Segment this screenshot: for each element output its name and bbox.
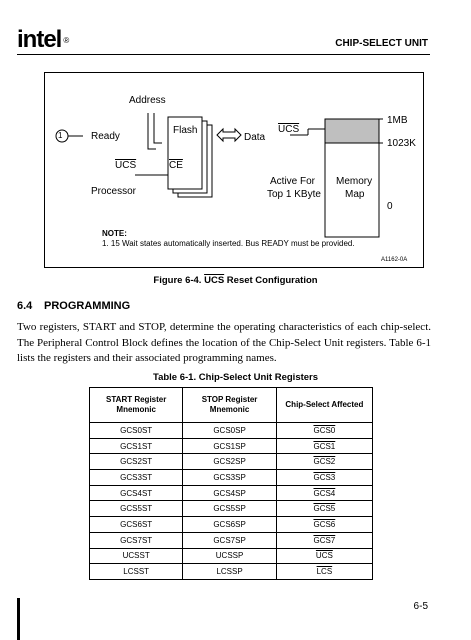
start-register-cell: GCS2ST	[90, 454, 183, 470]
start-register-cell: GCS7ST	[90, 532, 183, 548]
table-row	[90, 485, 373, 501]
figure-caption	[0, 275, 471, 286]
ce-label: $\overline{CE}$	[169, 160, 183, 171]
chip-select-cell	[276, 485, 372, 501]
stop-register-cell: UCSSP	[183, 548, 276, 564]
processor-label: Processor	[91, 186, 137, 197]
section-title: PROGRAMMING	[44, 300, 131, 312]
header-stop: STOP Register Mnemonic	[183, 388, 276, 423]
table-row	[90, 501, 373, 517]
memory-map-active	[325, 119, 379, 143]
figure-id: A1162-0A	[381, 257, 408, 263]
one-mb-label: 1MB	[387, 115, 408, 126]
start-register-cell: UCSST	[90, 548, 183, 564]
body-paragraph: Two registers, START and STOP, determine the operating characteristics of each chip-select. The Peripheral Control Block defines the location of the Chip-Select Unit registers. Table 6-1 lists the registers and their associated programming names.	[17, 321, 431, 364]
chip-select-name: GCS5	[313, 504, 336, 514]
change-bar	[17, 598, 20, 640]
chip-select-cell	[276, 517, 372, 533]
chip-select-name: GCS0	[313, 425, 336, 435]
stop-register-cell: LCSSP	[183, 564, 276, 580]
chip-select-name: $\overline{LCS}$	[316, 567, 333, 577]
logo-text: intel	[17, 26, 62, 53]
note-label: NOTE:	[102, 229, 127, 238]
stop-register-cell: GCS1SP	[183, 438, 276, 454]
chip-select-cell	[276, 423, 372, 439]
table-row	[90, 438, 373, 454]
table-row	[90, 454, 373, 470]
stop-register-cell: GCS2SP	[183, 454, 276, 470]
table-row	[90, 423, 373, 439]
chip-select-cell	[276, 564, 372, 580]
address-label: Address	[129, 95, 166, 106]
start-register-cell: GCS3ST	[90, 470, 183, 486]
chip-select-name: GCS2	[313, 457, 336, 467]
table-row	[90, 470, 373, 486]
chip-select-register-table	[89, 387, 373, 580]
ucs-right-label: $\overline{UCS}$	[278, 124, 300, 135]
chip-select-name: GCS7	[313, 535, 336, 545]
stop-register-cell: GCS5SP	[183, 501, 276, 517]
chip-select-name: GCS4	[313, 488, 336, 498]
header-affected: Chip-Select Affected	[276, 388, 372, 423]
registered-mark: ®	[63, 36, 69, 46]
chip-select-cell	[276, 470, 372, 486]
start-register-cell: LCSST	[90, 564, 183, 580]
stop-register-cell: GCS3SP	[183, 470, 276, 486]
caption-suffix: Reset Configuration	[224, 275, 318, 286]
section-number: 6.4	[17, 300, 33, 312]
table-header-row	[90, 388, 373, 423]
chip-select-cell	[276, 532, 372, 548]
chip-select-cell	[276, 438, 372, 454]
stop-register-cell: GCS4SP	[183, 485, 276, 501]
start-register-cell: GCS5ST	[90, 501, 183, 517]
flash-label: Flash	[173, 125, 198, 136]
active-line2: Top 1 KByte	[267, 189, 321, 200]
stop-register-cell: GCS6SP	[183, 517, 276, 533]
ucs-left-label: $\overline{UCS}$	[115, 160, 137, 171]
table-row	[90, 548, 373, 564]
section-heading	[17, 300, 130, 312]
caption-ucs: $\overline{UCS}$	[204, 275, 225, 286]
start-register-cell: GCS0ST	[90, 423, 183, 439]
stop-register-cell: GCS7SP	[183, 532, 276, 548]
chip-select-name: GCS6	[313, 519, 336, 529]
data-bus-arrow	[217, 129, 241, 141]
note-text: 1. 15 Wait states automatically inserted. Bus READY must be provided.	[102, 239, 355, 248]
start-register-cell: GCS1ST	[90, 438, 183, 454]
marker-label: 1	[58, 131, 63, 140]
table-row	[90, 564, 373, 580]
chip-select-name: $\overline{UCS}$	[315, 551, 333, 561]
table-body	[90, 423, 373, 580]
data-label: Data	[244, 132, 266, 143]
start-register-cell: GCS6ST	[90, 517, 183, 533]
table-row	[90, 517, 373, 533]
chip-select-cell	[276, 548, 372, 564]
running-header: CHIP-SELECT UNIT	[335, 38, 428, 49]
page-number: 6-5	[413, 601, 428, 612]
start-register-cell: GCS4ST	[90, 485, 183, 501]
caption-prefix: Figure 6-4.	[153, 275, 205, 286]
k1023-label: 1023K	[387, 138, 416, 149]
stop-register-cell: GCS0SP	[183, 423, 276, 439]
chip-select-name: GCS3	[313, 472, 336, 482]
chip-select-cell	[276, 501, 372, 517]
chip-select-name: GCS1	[313, 441, 336, 451]
chip-select-cell	[276, 454, 372, 470]
memory-map-line1: Memory	[336, 176, 373, 187]
active-line1: Active For	[270, 176, 316, 187]
ready-label: Ready	[91, 131, 120, 142]
intel-logo	[17, 26, 68, 54]
table-row	[90, 532, 373, 548]
zero-label: 0	[387, 201, 393, 212]
header-rule	[17, 54, 430, 55]
memory-map-line2: Map	[345, 189, 365, 200]
header-start: START Register Mnemonic	[90, 388, 183, 423]
figure-frame	[44, 72, 424, 268]
table-title: Table 6-1. Chip-Select Unit Registers	[152, 372, 319, 383]
address-bus-arrow	[148, 113, 162, 149]
